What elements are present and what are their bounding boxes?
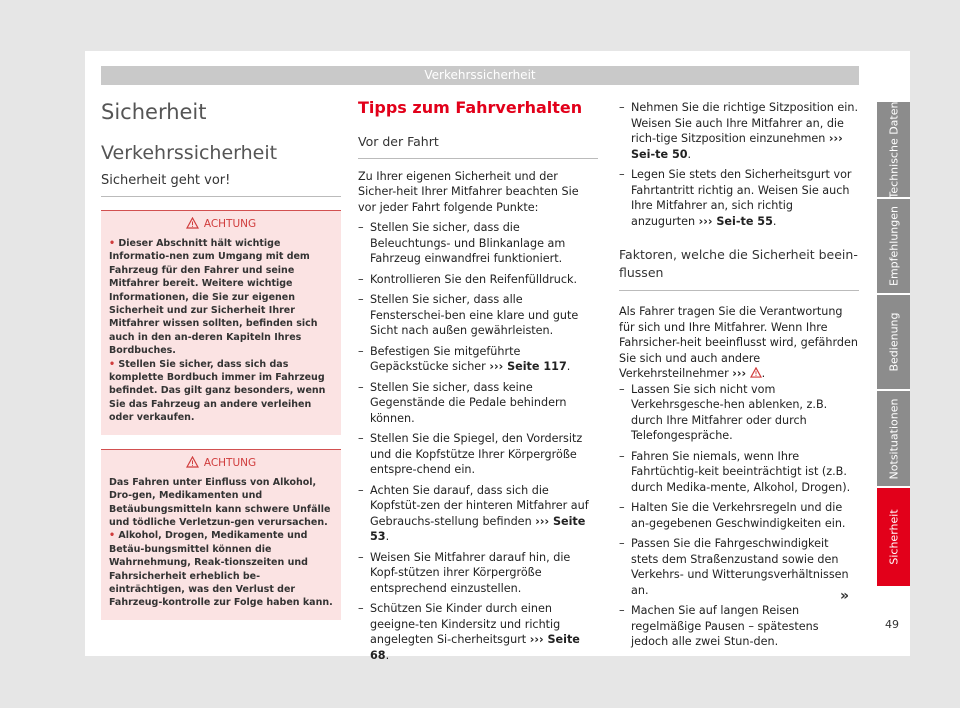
page-number: 49 — [885, 618, 899, 631]
intro-paragraph: Zu Ihrer eigenen Sicherheit und der Sicher-heit Ihrer Mitfahrer beachten Sie vor jeder Fahrt folgende Punkte: — [358, 169, 579, 214]
item-text: Befestigen Sie mitgeführte Gepäckstücke sicher — [370, 344, 521, 373]
paragraph-text: Als Fahrer tragen Sie die Verantwortung für sich und Ihre Mitfahrer. Wenn Ihre Fahrsicher-heit beeinflusst wird, gefährden Sie sich und auch andere Verkehrsteilnehmer — [619, 305, 858, 380]
bullet-icon: • — [109, 530, 119, 542]
item-tail: . — [566, 360, 571, 373]
list-item — [619, 100, 859, 162]
item-text: Machen Sie auf langen Reisen regelmäßige Pausen – spätestens jedoch alle zwei Stun-den. — [631, 604, 819, 648]
item-text: Legen Sie stets den Sicherheitsgurt vor Fahrtantritt richtig an. Weisen Sie auch Ihre Mitfahrer an, sich richtig anzugurten — [631, 168, 852, 228]
warning-reference-link[interactable]: ››› — [732, 367, 747, 380]
item-text: Kontrollieren Sie den Reifenfülldruck. — [370, 272, 578, 286]
list-item — [619, 167, 859, 229]
tab-bedienung[interactable] — [877, 295, 910, 389]
tab-empfehlungen[interactable] — [877, 199, 910, 293]
warning-text: Dieser Abschnitt hält wichtige Informatio-nen zum Umgang mit dem Fahrzeug für den Fahrer und seine Mitfahrer bereit. Weitere wichtige Informationen, die Sie zur eigenen Sicherheit und zur Sicherheit Ihrer Mitfahrer wissen sollten, befinden sich auch in den an-deren Kapiteln Ihres Bordbuches. — [109, 238, 318, 357]
tab-label: Notsituationen — [887, 398, 900, 479]
section-title: Verkehrssicherheit — [101, 142, 278, 164]
tab-label: Sicherheit — [887, 509, 900, 565]
page-reference-link[interactable]: ››› Seite 68 — [370, 633, 580, 662]
item-text: Lassen Sie sich nicht vom Verkehrsgesche-hen ablenken, z.B. durch Ihre Mitfahrer oder durch Telefongespräche. — [631, 382, 828, 442]
item-text: Halten Sie die Verkehrsregeln und die an-gegebenen Geschwindigkeiten ein. — [631, 501, 846, 530]
item-text: Weisen Sie Mitfahrer darauf hin, die Kopf-stützen ihrer Körpergröße entsprechend einzustellen. — [370, 550, 571, 595]
bullet-icon: • — [109, 238, 119, 249]
list-item — [358, 220, 598, 267]
bullet-icon: • — [109, 358, 119, 370]
chapter-title: Sicherheit — [101, 100, 207, 124]
item-text: Stellen Sie sicher, dass die Beleuchtungs- und Blinkanlage am Fahrzeug einwandfrei funktioniert. — [370, 221, 566, 265]
tab-sicherheit[interactable] — [877, 488, 910, 586]
list-item — [358, 601, 598, 663]
page-reference-link[interactable]: ››› Sei-te 50 — [631, 132, 843, 161]
tab-label: Bedienung — [887, 312, 900, 372]
body-paragraph: Als Fahrer tragen Sie die Verantwortung für sich und Ihre Mitfahrer. Wenn Ihre Fahrsicher-heit beeinflusst wird, gefährden Sie sich und auch andere Verkehrsteilnehmer ››› . — [619, 305, 858, 380]
list-item — [619, 603, 859, 650]
item-text: Fahren Sie niemals, wenn Ihre Fahrtüchtig-keit beeinträchtigt ist (z.B. durch Medika-mente, Alkohol, Drogen). — [631, 449, 851, 494]
warning-triangle-icon — [750, 367, 762, 378]
subsection-title: Vor der Fahrt — [358, 134, 598, 159]
subsection-title: Faktoren, welche die Sicherheit beein-flussen — [619, 246, 859, 291]
item-text: Stellen Sie die Spiegel, den Vordersitz und die Kopfstütze Ihrer Körpergröße entspre-chend ein. — [370, 432, 583, 476]
item-text: Stellen Sie sicher, dass alle Fensterschei-ben eine klare und gute Sicht nach außen gewährleisten. — [370, 293, 579, 337]
list-item — [619, 382, 859, 444]
checklist — [619, 382, 859, 650]
item-tail: . — [687, 147, 692, 161]
page-reference-link[interactable]: ››› Sei-te 55 — [698, 214, 773, 228]
list-item — [358, 380, 598, 427]
list-item — [358, 292, 598, 339]
subsection-title: Sicherheit geht vor! — [101, 173, 341, 197]
warning-text: Das Fahren unter Einfluss von Alkohol, Dro-gen, Medikamenten und Betäubungsmitteln kann schwere Unfälle und tödliche Verletzun-gen verursachen. — [109, 476, 331, 528]
section-title: Tipps zum Fahrverhalten — [358, 98, 583, 117]
item-text: Stellen Sie sicher, dass keine Gegenstände die Pedale behindern können. — [370, 380, 567, 425]
warning-bullet — [109, 529, 333, 609]
warning-box — [101, 210, 341, 435]
item-text: Schützen Sie Kinder durch einen geeigne-ten Kindersitz und richtig angelegten Si-cherheitsgurt — [370, 602, 561, 646]
tab-label: Empfehlungen — [887, 206, 900, 286]
warning-triangle-icon — [186, 217, 199, 229]
item-tail: . — [385, 530, 390, 543]
column-left — [101, 100, 341, 620]
list-item — [358, 483, 598, 545]
list-item — [619, 536, 859, 598]
tab-notsituationen[interactable] — [877, 391, 910, 486]
warning-title: ACHTUNG — [203, 456, 257, 469]
item-tail: . — [385, 648, 390, 662]
item-tail: . — [772, 214, 777, 228]
list-item — [619, 500, 859, 531]
warning-bullet — [109, 237, 333, 358]
list-item — [358, 344, 598, 375]
warning-box — [101, 449, 341, 620]
page-reference-link[interactable]: ››› Seite 117 — [489, 360, 567, 373]
warning-text: Alkohol, Drogen, Medikamente und Betäu-bungsmittel können die Wahrnehmung, Reak-tionszeiten und Fahrsicherheit erheblich be-einträchtigen, was den Verlust der Fahrzeug-kontrolle zur Folge haben kann. — [109, 530, 333, 609]
column-middle — [358, 100, 598, 663]
item-text: Passen Sie die Fahrgeschwindigkeit stets dem Straßenzustand sowie den Verkehrs- und Witterungsverhältnissen an. — [631, 537, 849, 597]
list-item — [358, 431, 598, 478]
tab-technische-daten[interactable] — [877, 102, 910, 197]
warning-bullet — [109, 358, 333, 425]
warning-header — [109, 217, 333, 233]
list-item — [358, 272, 598, 288]
checklist — [358, 220, 598, 663]
page-reference-link[interactable]: ››› Seite 53 — [370, 514, 586, 543]
continue-marker: » — [840, 588, 850, 604]
column-right — [619, 100, 859, 650]
list-item — [358, 550, 598, 597]
item-text: Nehmen Sie die richtige Sitzposition ein. Weisen Sie auch Ihre Mitfahrer an, die rich-tige Sitzposition einzunehmen — [631, 101, 859, 145]
list-item — [619, 449, 859, 496]
warning-title: ACHTUNG — [203, 218, 257, 230]
running-header: Verkehrssicherheit — [101, 66, 859, 85]
tab-label: Technische Daten — [887, 101, 900, 198]
item-text: Achten Sie darauf, dass sich die Kopfstüt-zen der hinteren Mitfahrer auf Gebrauchs-stellung befinden — [370, 483, 589, 528]
warning-triangle-icon — [186, 456, 199, 468]
warning-header — [109, 456, 333, 472]
warning-text: Stellen Sie sicher, dass sich das komplette Bordbuch immer im Fahrzeug befindet. Das gilt ganz besonders, wenn Sie das Fahrzeug an andere verleihen oder verkaufen. — [109, 358, 326, 424]
checklist — [619, 100, 859, 229]
